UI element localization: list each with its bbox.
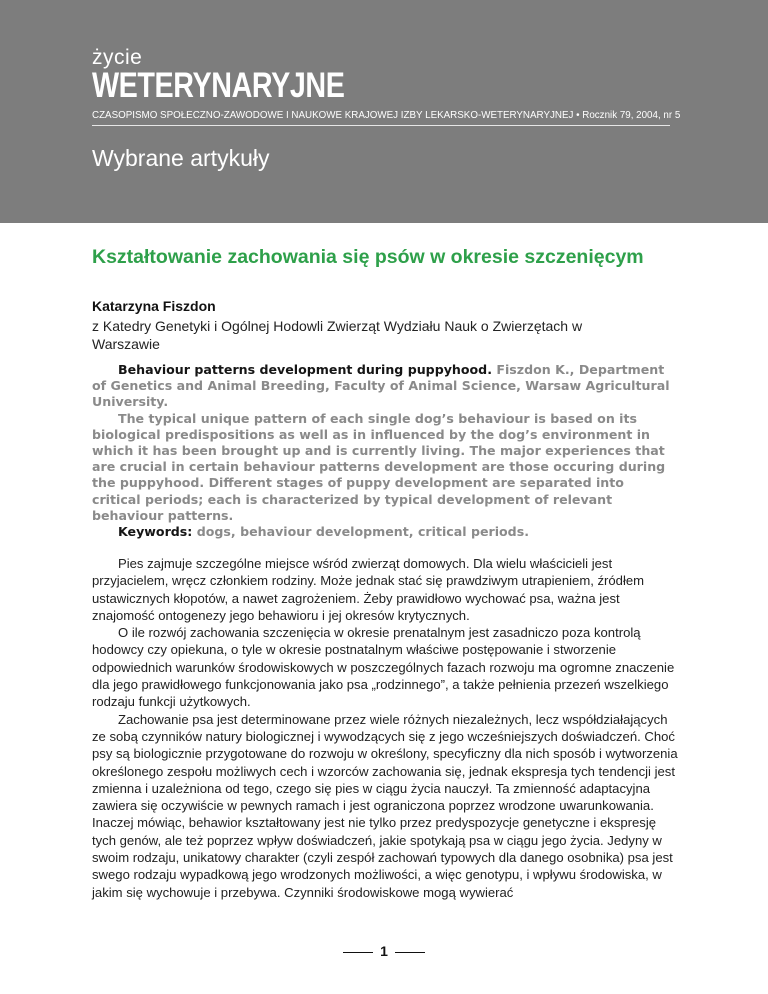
article-author: Katarzyna Fiszdon: [92, 298, 216, 314]
article-title: Kształtowanie zachowania się psów w okresie szczenięcym: [92, 246, 644, 268]
header-divider: [92, 125, 670, 126]
page-number: [0, 943, 768, 959]
abstract: [92, 362, 676, 540]
page-number-rule-right: [395, 952, 425, 953]
journal-name-logo: WETERYNARYJNE: [92, 66, 345, 105]
body-paragraph: Pies zajmuje szczególne miejsce wśród zwierząt domowych. Dla wielu właścicieli jest przyjacielem, wręcz członkiem rodziny. Może jednak stać się prawdziwym utrapieniem, źródłem ustawicznych kłopotów, a nawet zagrożeniem. Żeby prawidłowo wychować psa, ważna jest znajomość ontogenezy jego behawioru i jej okresów krytycznych.: [92, 556, 645, 623]
journal-subtitle: CZASOPISMO SPOŁECZNO-ZAWODOWE I NAUKOWE KRAJOWEJ IZBY LEKARSKO-WETERYNARYJNEJ • Rocznik 79, 2004, nr 5: [92, 110, 681, 121]
abstract-title: Behaviour patterns development during puppyhood.: [118, 362, 492, 377]
body-paragraph: O ile rozwój zachowania szczenięcia w okresie prenatalnym jest zasadniczo poza kontrolą hodowcy czy opiekuna, o tyle w okresie postnatalnym właściwe postępowanie i stworzenie odpowiednich warunków środowiskowych w poszczególnych fazach rozwoju ma ogromne znaczenie dla jego prawidłowego funkcjonowania jako psa „rodzinnego”, a także pełnienia przezeń wszelkiego rodzaju funkcji użytkowych.: [92, 625, 675, 710]
abstract-citation: Fiszdon K., Department of Genetics and Animal Breeding, Faculty of Animal Science, Warsaw Agricultural University.: [92, 362, 670, 410]
page-number-value: 1: [380, 943, 388, 959]
author-affiliation: z Katedry Genetyki i Ogólnej Hodowli Zwierząt Wydziału Nauk o Zwierzętach w Warszawie: [92, 318, 583, 352]
page-number-rule-left: [343, 952, 373, 953]
journal-name-small: życie: [92, 46, 143, 69]
body-paragraph: Zachowanie psa jest determinowane przez wiele różnych niezależnych, lecz współdziałających ze sobą czynników natury biologicznej i wywodzących się z jego wcześniejszych doświadczeń. Choć psy są biologicznie przygotowane do rozwoju w określony, specyficzny dla nich sposób i wytworzenia określonego zespołu możliwych cech i wzorców zachowania się, jednak ekspresja tych tendencji jest zmienna i uzależniona od tego, czego się pies w ciągu życia nauczył. Ta zmienność adaptacyjna zawiera się oczywiście w pewnych ramach i jest ograniczona poprzez wrodzone uwarunkowania. Inaczej mówiąc, behawior kształtowany jest nie tylko przez predyspozycje genetyczne i ekspresję tych genów, ale też poprzez wpływ doświadczeń, jakie spotykają psa w ciągu jego życia. Jedyny w swoim rodzaju, unikatowy charakter (czyli zespół zachowań typowych dla danego osobnika) psa jest swego rodzaju wypadkową jego wrodzonych możliwości, a więc genotypu, i wpływu środowiska, w jakim się wychowuje i przebywa. Czynniki środowiskowe mogą wywierać: [92, 711, 678, 900]
abstract-text: The typical unique pattern of each single dog’s behaviour is based on its biological predispositions as well as in influenced by the dog’s environment in which it has been brought up and is currently living. The major experiences that are crucial in certain behaviour patterns development are those occuring during the puppyhood. Different stages of puppy development are separated into critical periods; each is characterized by typical development of relevant behaviour patterns.: [92, 410, 666, 523]
keywords: dogs, behaviour development, critical periods.: [196, 524, 529, 540]
journal-header: [0, 0, 768, 223]
keywords-line: [92, 524, 676, 540]
keywords-label: Keywords:: [118, 524, 193, 540]
article-body: [92, 555, 678, 901]
abstract-heading: [92, 362, 676, 411]
section-title: Wybrane artykuły: [92, 145, 270, 171]
